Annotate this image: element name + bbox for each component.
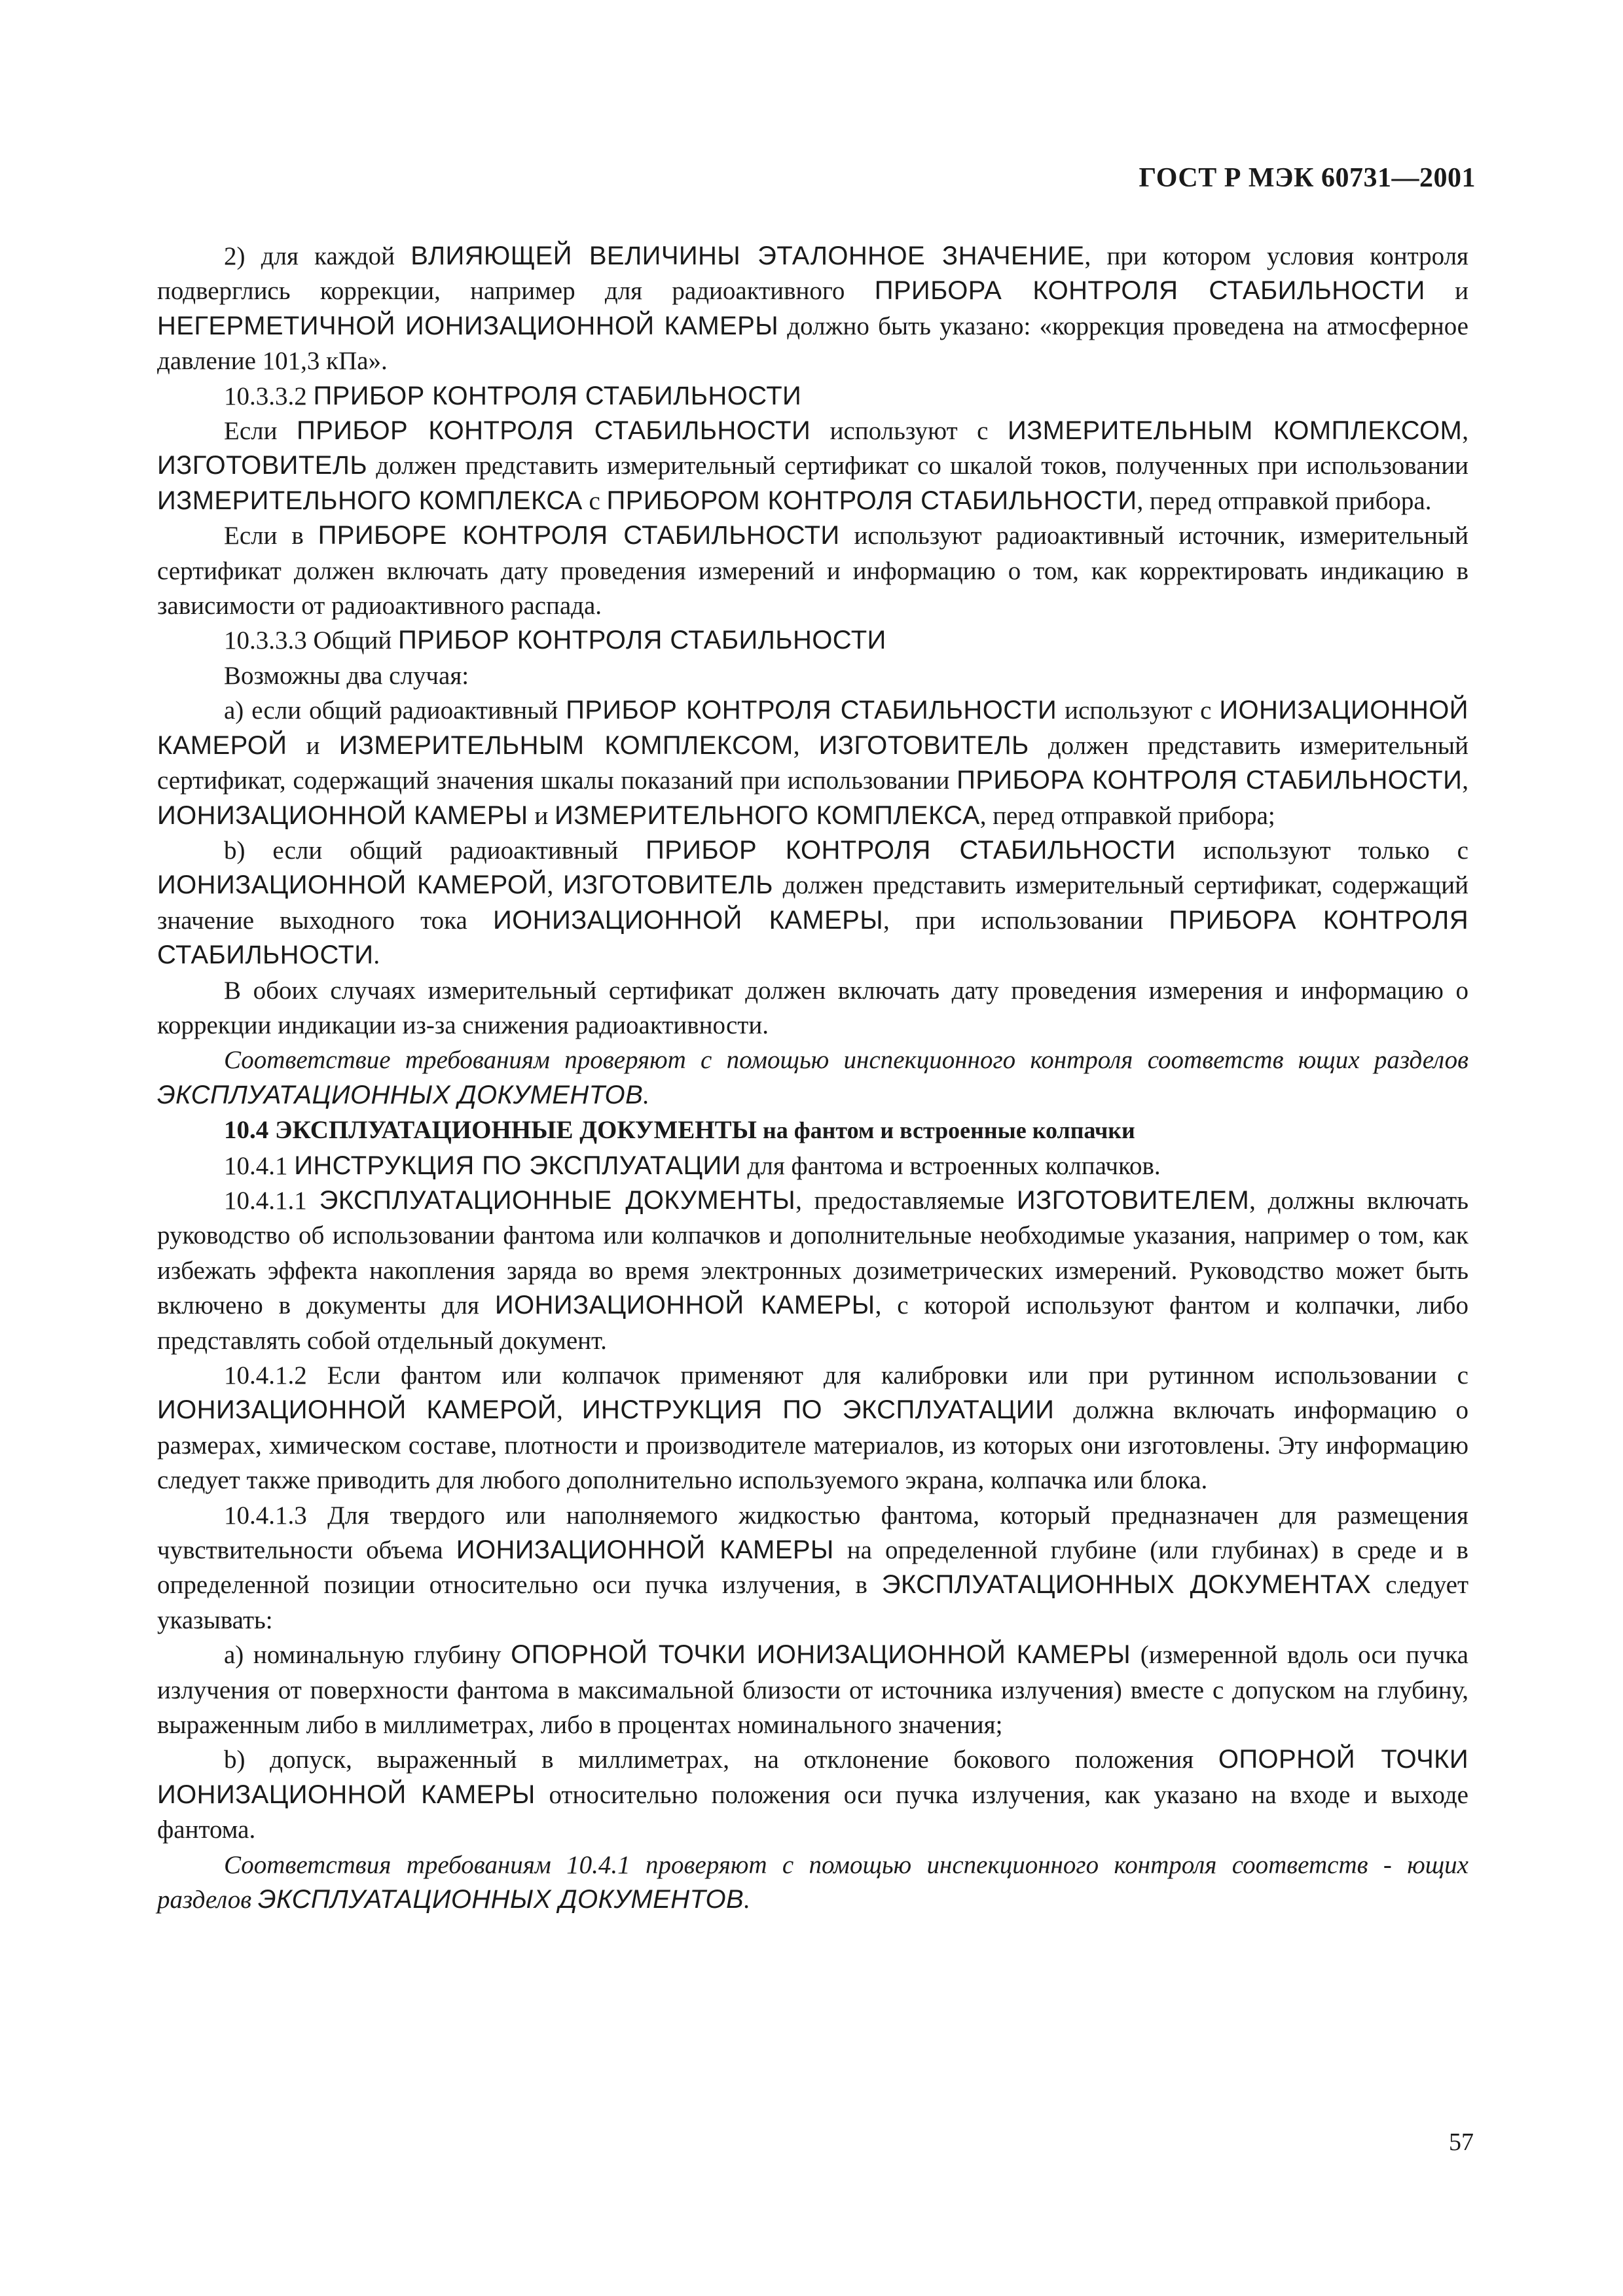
clause-10-4-1-3: 10.4.1.3 Для твердого или наполняемого жидкостью фантома, который предназначен для размещения чувствительности объема ИОНИЗАЦИОННОЙ КАМЕРЫ на определенной глубине (или глубинах) в среде и в определенной позиции относительно оси пучка излучения, в ЭКСПЛУАТАЦИОННЫХ ДОКУМЕНТАХ следует указывать: (157, 1501, 1468, 1634)
paragraph-influence-quantity: 2) для каждой ВЛИЯЮЩЕЙ ВЕЛИЧИНЫ ЭТАЛОННОЕ ЗНАЧЕНИЕ, при котором условия контроля подверглись коррекции, например для радиоактивного ПРИБОРА КОНТРОЛЯ СТАБИЛЬНОСТИ и НЕГЕРМЕТИЧНОЙ ИОНИЗАЦИОННОЙ КАМЕРЫ должно быть указано: «коррекция проведена на атмосферное давление 101,3 кПа». (157, 242, 1468, 376)
paragraph-radioactive-source: Если в ПРИБОРЕ КОНТРОЛЯ СТАБИЛЬНОСТИ используют радиоактивный источник, измерительный сертификат должен включать дату проведения измерений и информацию о том, как корректировать индикацию в зависимости от радиоактивного распада. (157, 521, 1468, 620)
compliance-note-1: Соответствие требованиям проверяют с помощью инспекционного контроля соответств ющих разделов ЭКСПЛУАТАЦИОННЫХ ДОКУМЕНТОВ. (157, 1046, 1468, 1109)
section-10-4-heading: 10.4 ЭКСПЛУАТАЦИОННЫЕ ДОКУМЕНТЫ на фантом и встроенные колпачки (224, 1116, 1135, 1145)
page-number: 57 (1449, 2128, 1474, 2156)
paragraph-both-cases: В обоих случаях измерительный сертификат должен включать дату проведения измерения и информацию о коррекции индикации из-за снижения радиоактивности. (157, 976, 1468, 1039)
clause-10-3-3-2-heading: 10.3.3.2 ПРИБОР КОНТРОЛЯ СТАБИЛЬНОСТИ (224, 381, 802, 410)
list-item-a-nominal-depth: а) номинальную глубину ОПОРНОЙ ТОЧКИ ИОНИЗАЦИОННОЙ КАМЕРЫ (измеренной вдоль оси пучка излучения от поверхности фантома в максимальной близости от источника излучения) вместе с допуском на глубину, выраженным либо в миллиметрах, либо в процентах номинального значения; (157, 1640, 1468, 1740)
standard-header: ГОСТ Р МЭК 60731—2001 (1139, 163, 1476, 193)
document-body (157, 239, 1468, 1918)
list-item-b-lateral-tolerance: b) допуск, выраженный в миллиметрах, на отклонение бокового положения ОПОРНОЙ ТОЧКИ ИОНИЗАЦИОННОЙ КАМЕРЫ относительно положения оси пучка излучения, как указано на входе и выходе фантома. (157, 1745, 1468, 1844)
clause-10-3-3-3-heading: 10.3.3.3 Общий ПРИБОР КОНТРОЛЯ СТАБИЛЬНОСТИ (224, 626, 886, 655)
paragraph-two-cases: Возможны два случая: (224, 661, 469, 690)
clause-10-4-1-2: 10.4.1.2 Если фантом или колпачок применяют для калибровки или при рутинном использовании с ИОНИЗАЦИОННОЙ КАМЕРОЙ, ИНСТРУКЦИЯ ПО ЭКСПЛУАТАЦИИ должна включать информацию о размерах, химическом составе, плотности и производителе материалов, из которых они изготовлены. Эту информацию следует также приводить для любого дополнительно используемого экрана, колпачка или блока. (157, 1361, 1469, 1495)
clause-10-4-1-1: 10.4.1.1 ЭКСПЛУАТАЦИОННЫЕ ДОКУМЕНТЫ, предоставляемые ИЗГОТОВИТЕЛЕМ, должны включать руководство об использовании фантома или колпачков и дополнительные необходимые указания, например о том, как избежать эффекта накопления заряда во время электронных дозиметрических измерений. Руководство может быть включено в документы для ИОНИЗАЦИОННОЙ КАМЕРЫ, с которой используют фантом и колпачки, либо представлять собой отдельный документ. (157, 1185, 1468, 1355)
list-item-a-common-device: а) если общий радиоактивный ПРИБОР КОНТРОЛЯ СТАБИЛЬНОСТИ используют с ИОНИЗАЦИОННОЙ КАМЕРОЙ и ИЗМЕРИТЕЛЬНЫМ КОМПЛЕКСОМ, ИЗГОТОВИТЕЛЬ должен представить измерительный сертификат, содержащий значения шкалы показаний при использовании ПРИБОРА КОНТРОЛЯ СТАБИЛЬНОСТИ, ИОНИЗАЦИОННОЙ КАМЕРЫ и ИЗМЕРИТЕЛЬНОГО КОМПЛЕКСА, перед отправкой прибора; (157, 696, 1469, 830)
paragraph-stability-check-device-current-scale: Если ПРИБОР КОНТРОЛЯ СТАБИЛЬНОСТИ используют с ИЗМЕРИТЕЛЬНЫМ КОМПЛЕКСОМ, ИЗГОТОВИТЕЛЬ должен представить измерительный сертификат со шкалой токов, полученных при использовании ИЗМЕРИТЕЛЬНОГО КОМПЛЕКСА с ПРИБОРОМ КОНТРОЛЯ СТАБИЛЬНОСТИ, перед отправкой прибора. (157, 416, 1468, 515)
compliance-note-2: Соответствия требованиям 10.4.1 проверяют с помощью инспекционного контроля соответств - ющих разделов ЭКСПЛУАТАЦИОННЫХ ДОКУМЕНТОВ. (157, 1850, 1468, 1914)
clause-10-4-1: 10.4.1 ИНСТРУКЦИЯ ПО ЭКСПЛУАТАЦИИ для фантома и встроенных колпачков. (224, 1151, 1161, 1180)
list-item-b-common-device: b) если общий радиоактивный ПРИБОР КОНТРОЛЯ СТАБИЛЬНОСТИ используют только с ИОНИЗАЦИОННОЙ КАМЕРОЙ, ИЗГОТОВИТЕЛЬ должен представить измерительный сертификат, содержащий значение выходного тока ИОНИЗАЦИОННОЙ КАМЕРЫ, при использовании ПРИБОРА КОНТРОЛЯ СТАБИЛЬНОСТИ. (157, 835, 1469, 970)
